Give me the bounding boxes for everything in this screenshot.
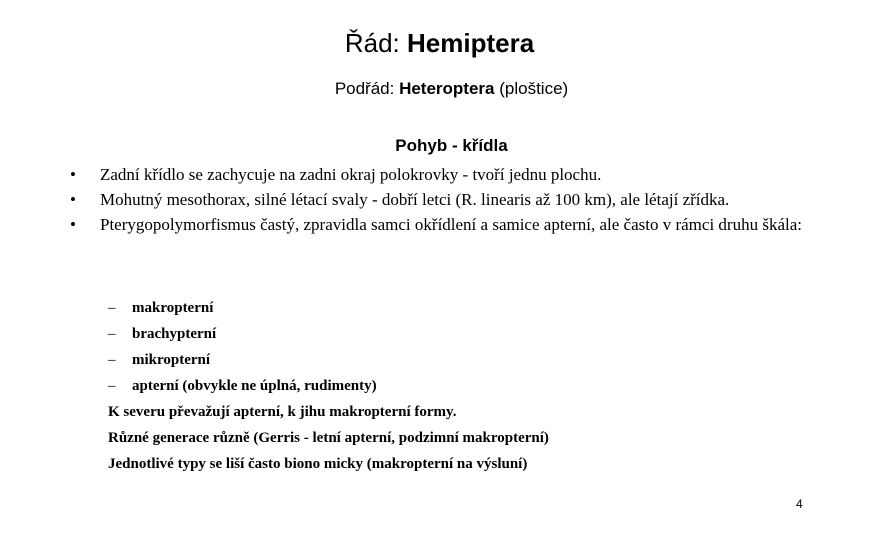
- wing-type-text: makropterní: [132, 300, 214, 316]
- note-line: [108, 425, 708, 451]
- section-heading: Pohyb - křídla: [395, 136, 508, 155]
- bullet-list: [70, 162, 840, 237]
- bullet-icon: •: [70, 165, 76, 184]
- wing-type-list: [108, 295, 708, 477]
- wing-type-item: [108, 347, 708, 373]
- slide-title: [0, 26, 879, 60]
- wing-type-item: [108, 295, 708, 321]
- subtitle-name: Heteroptera: [399, 79, 495, 98]
- bullet-text: Zadní křídlo se zachycuje na zadni okraj polokrovky - tvoří jednu plochu.: [100, 165, 602, 184]
- wing-type-text: brachypterní: [132, 326, 217, 342]
- note-paren: (makropterní na výsluní): [366, 456, 528, 472]
- note-paren: (Gerris - letní apterní, podzimní makropterní): [253, 430, 549, 446]
- wing-type-note: (obvykle ne úplná, rudimenty): [182, 378, 377, 394]
- wing-type-text: mikropterní: [132, 352, 211, 368]
- dash-icon: –: [108, 300, 116, 316]
- note-text: Jednotlivé typy se liší často biono micky: [108, 456, 367, 472]
- slide-subtitle: [0, 78, 879, 100]
- bullet-icon: •: [70, 215, 76, 234]
- note-text: Různé generace různě: [108, 430, 254, 446]
- note-text: K severu převažují apterní, k jihu makropterní formy.: [108, 404, 457, 420]
- dash-icon: –: [108, 326, 116, 342]
- wing-type-item: [108, 373, 708, 399]
- bullet-item: [70, 212, 840, 237]
- bullet-text: Mohutný mesothorax, silné létací svaly - dobří letci (R. linearis až 100 km), ale létají zřídka.: [100, 190, 730, 209]
- bullet-item: [70, 162, 840, 187]
- bullet-icon: •: [70, 190, 76, 209]
- title-name: Hemiptera: [407, 28, 535, 58]
- subtitle-suffix: (ploštice): [494, 79, 569, 98]
- note-line: [108, 451, 708, 477]
- wing-type-text: apterní: [132, 378, 183, 394]
- title-prefix: Řád:: [344, 28, 407, 58]
- bullet-text: Pterygopolymorfismus častý, zpravidla samci okřídlení a samice apterní, ale často v rámci druhu škála:: [100, 215, 802, 234]
- dash-icon: –: [108, 378, 116, 394]
- note-line: [108, 399, 708, 425]
- page-number: 4: [796, 497, 803, 511]
- wing-type-item: [108, 321, 708, 347]
- subtitle-prefix: Podřád:: [334, 79, 400, 98]
- bullet-item: [70, 187, 840, 212]
- dash-icon: –: [108, 352, 116, 368]
